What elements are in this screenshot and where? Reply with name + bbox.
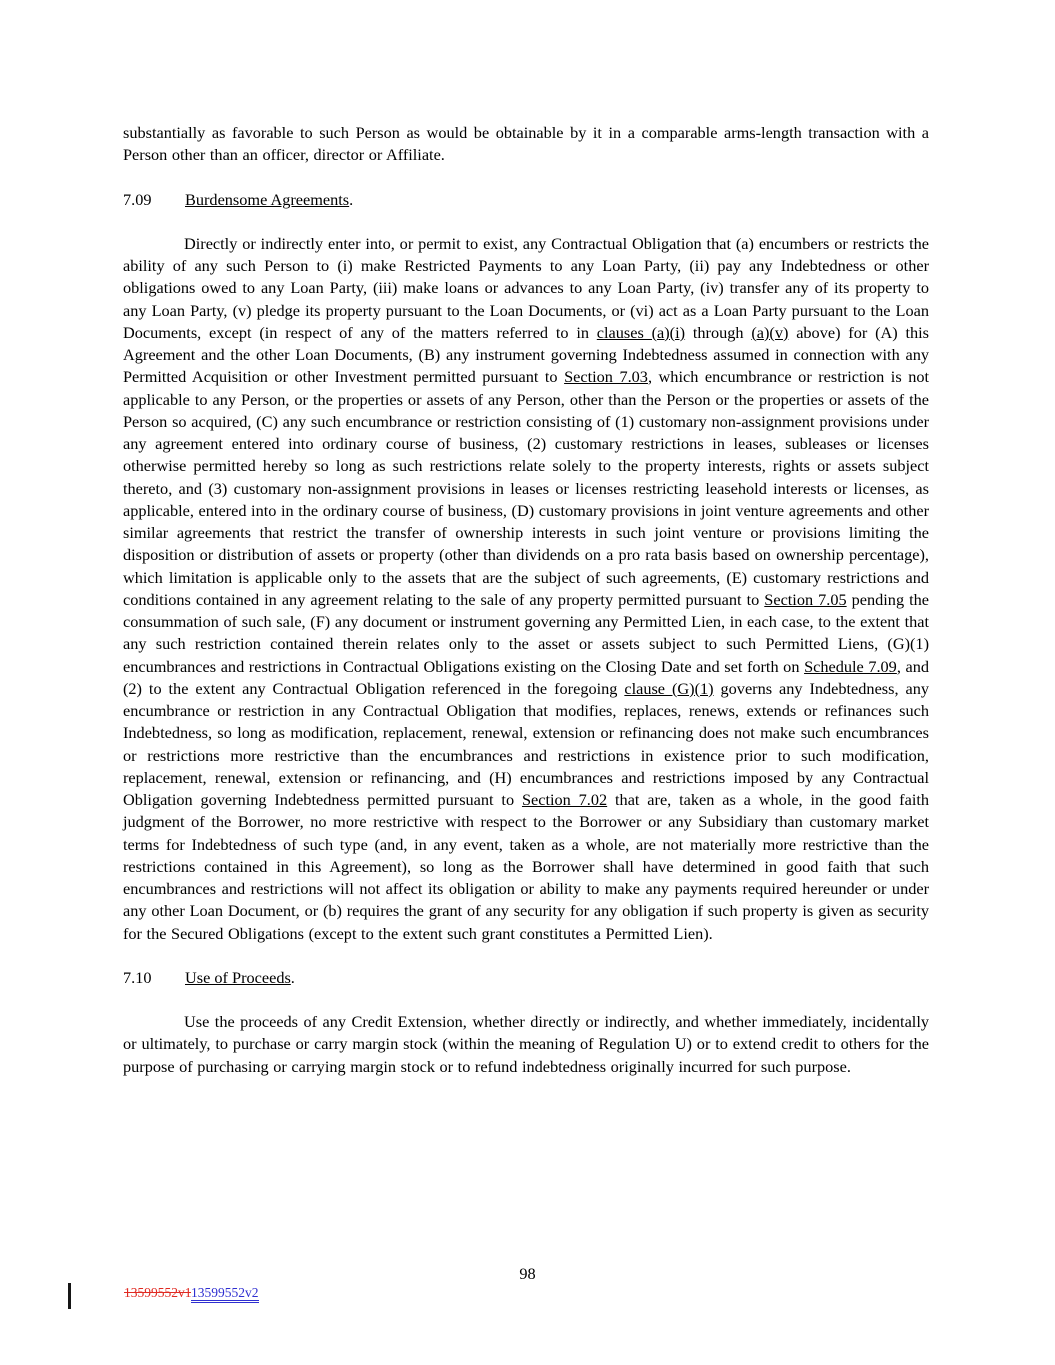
doc-id-deleted: 13599552v1: [124, 1285, 191, 1300]
cross-reference: Section 7.03: [564, 367, 648, 387]
text-run: above) for (A) this Agreement and the other Loan Documents, (B) any instrument governing Indebtedness assumed in connection with any Permitted Acquisition or other Investment permitted pursuant to: [123, 322, 930, 387]
section-title-suffix: .: [349, 189, 354, 209]
text-run: Use the proceeds of any Credit Extension, whether directly or indirectly, and whether immediately, incidentally or ultimately, to purchase or carry margin stock (within the meaning of Regulation U) or to extend credit to others for the purpose of purchasing or carrying margin stock or to refund indebtedness originally incurred for such purpose.: [123, 1012, 929, 1076]
text-run: governs any Indebtedness, any encumbrance or restriction in any Contractual Obligation that modifies, replaces, renews, extends or refinances such Indebtedness, so long as modification, replacement, renewal, extension or refinancing does not make such encumbrances or restrictions more restrictive than the encumbrances and restrictions in existence prior to such modification, replacement, renewal, extension or refinancing, and (H) encumbrances and restrictions imposed by any Contractual Obligation governing Indebtedness permitted pursuant to: [123, 678, 929, 809]
page-number: 98: [519, 1264, 536, 1283]
text-run: that are, taken as a whole, in the good faith judgment of the Borrower, no more restrictive with respect to the Borrower or any Subsidiary than customary market terms for Indebtedness of such type (and, in any event, taken as a whole, are not materially more restrictive than the restrictions contained in this Agreement), so long as the Borrower shall have determined in good faith that such encumbrances and restrictions will not affect its obligation or ability to make any payments required hereunder or under any other Loan Document, or (b) requires the grant of any security for any obligation if such property is given as security for the Secured Obligations (except to the extent such grant constitutes a Permitted Lien).: [123, 790, 930, 943]
section-heading-7-10: [123, 967, 929, 989]
cross-reference: Section 7.05: [764, 589, 847, 609]
text-run: , which encumbrance or restriction is not applicable to any Person, or the properties or assets of any Person, other than the Person or the properties or assets of the Person so acquired, (C) any such encumbrance or restriction consisting of (1) customary non-assignment provisions under any agreement entered into ordinary course of business, (2) customary restrictions in leases, subleases or licenses otherwise permitted hereby so long as such restrictions relate solely to the property interests, rights or assets subject thereto, and (3) customary non-assignment provisions in leases or licenses restricting leasehold interests or licenses, as applicable, entered into in the ordinary course of business, (D) customary provisions in joint venture agreements and other similar agreements that restrict the transfer of ownership interests in such joint venture or provisions limiting the disposition or distribution of assets or property (other than dividends on a pro rata basis based on ownership percentage), which limitation is applicable only to the assets that are the subject of such agreements, (E) customary restrictions and conditions contained in any agreement relating to the sale of any property permitted pursuant to: [123, 367, 929, 609]
document-id-footer: [124, 1284, 259, 1301]
cross-reference: Section 7.02: [521, 790, 608, 809]
paragraph-burdensome-agreements: [123, 233, 929, 945]
doc-id-inserted: 13599552v2: [191, 1285, 259, 1303]
text-run: Directly or indirectly enter into, or permit to exist, any Contractual Obligation that (a) encumbers or restricts the ability of any such Person to (i) make Restricted Payments to any Loan Party, (ii) pay any Indebtedness or other obligations owed to any Loan Party, (iii) make loans or advances to any Loan Party, (iv) transfer any of its property to any Loan Party, (v) pledge its property pursuant to the Loan Documents, or (vi) act as a Loan Party pursuant to the Loan Documents, except (in respect of any of the matters referred to in: [123, 233, 929, 342]
cross-reference: clauses (a)(i): [596, 322, 686, 342]
revision-change-bar: [68, 1283, 71, 1309]
text-run: pending the consummation of such sale, (F) any document or instrument governing any Permitted Lien, in each case, to the extent that any such restriction contained therein relates only to the asset or assets subject to such Permitted Liens, (G)(1) encumbrances and restrictions in Contractual Obligations existing on the Closing Date and set forth on: [123, 589, 929, 676]
section-heading-7-09: [123, 189, 929, 211]
paragraph-continuation: substantially as favorable to such Person as would be obtainable by it in a comparable arms-length transaction with a Person other than an officer, director or Affiliate.: [123, 123, 929, 165]
paragraph-use-of-proceeds: [123, 1011, 929, 1078]
text-run: through: [685, 322, 752, 342]
section-title: Use of Proceeds: [185, 967, 291, 987]
section-number: 7.09: [123, 189, 152, 209]
cross-reference: (a)(v): [751, 322, 789, 342]
text-run: , and (2) to the extent any Contractual Obligation referenced in the foregoing: [123, 656, 929, 698]
cross-reference: clause (G)(1): [624, 678, 714, 698]
section-title-suffix: .: [290, 967, 295, 987]
cross-reference: Schedule 7.09: [804, 656, 897, 676]
section-title: Burdensome Agreements: [185, 189, 350, 209]
section-number: 7.10: [123, 967, 152, 987]
document-body: [123, 122, 929, 1100]
